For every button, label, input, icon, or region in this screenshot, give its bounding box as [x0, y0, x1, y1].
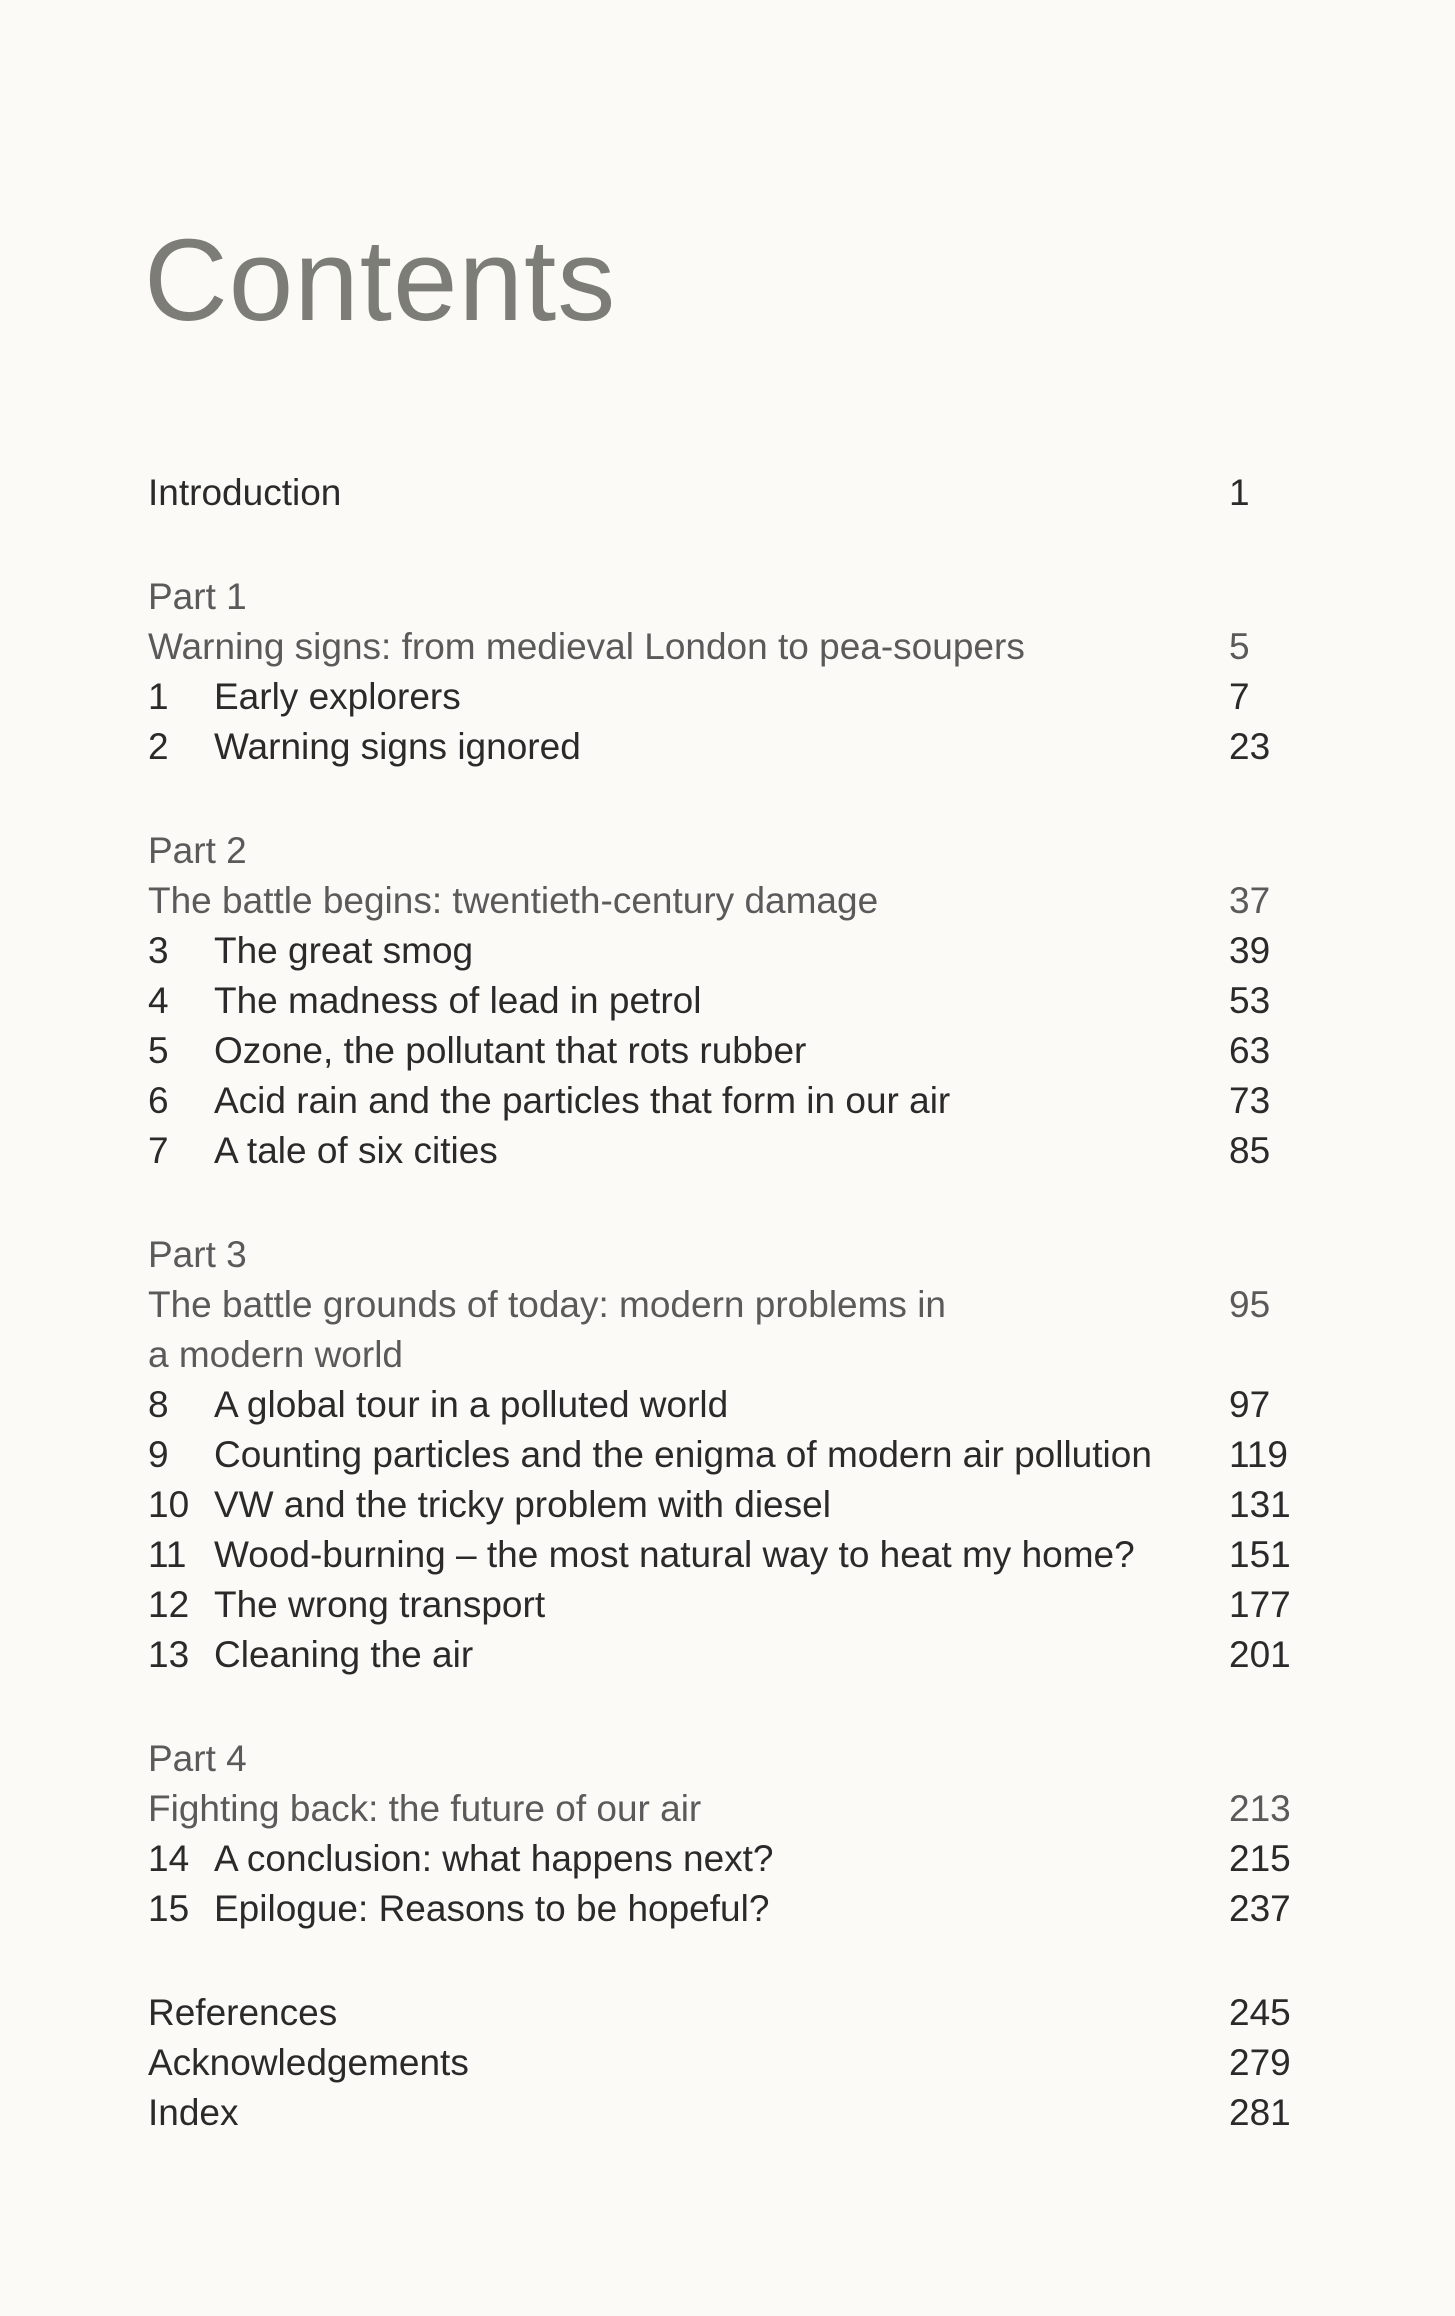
chapter-title: Warning signs ignored: [214, 726, 581, 767]
chapter-title: Ozone, the pollutant that rots rubber: [214, 1030, 807, 1071]
chapter-entry[interactable]: [148, 1126, 1308, 1176]
page-number: 63: [1229, 1030, 1271, 1071]
page-number: 73: [1229, 1080, 1271, 1121]
chapter-number: 1: [148, 676, 169, 717]
chapter-number: 12: [148, 1584, 190, 1625]
part-title[interactable]: [148, 876, 1308, 926]
page-number: 281: [1229, 2092, 1291, 2133]
part-title-text: Warning signs: from medieval London to pea-soupers: [148, 626, 1025, 667]
chapter-title: A conclusion: what happens next?: [214, 1838, 774, 1879]
part-label: Part 2: [148, 830, 247, 871]
part-title[interactable]: [148, 1330, 1308, 1380]
page-number: 39: [1229, 930, 1271, 971]
chapter-number: 10: [148, 1484, 190, 1525]
back-matter-entry[interactable]: [148, 1988, 1308, 2038]
page-number: 1: [1229, 472, 1250, 513]
entry-label: Index: [148, 2092, 239, 2133]
chapter-number: 9: [148, 1434, 169, 1475]
page-number: 151: [1229, 1534, 1291, 1575]
toc-entry-introduction[interactable]: [148, 468, 1308, 518]
page-number: 237: [1229, 1888, 1291, 1929]
part-title-text: a modern world: [148, 1334, 404, 1375]
page-number: 23: [1229, 726, 1271, 767]
chapter-number: 13: [148, 1634, 190, 1675]
part-label: Part 4: [148, 1738, 247, 1779]
part-heading: [148, 1230, 1308, 1280]
chapter-title: Epilogue: Reasons to be hopeful?: [214, 1888, 770, 1929]
chapter-title: Wood-burning – the most natural way to heat my home?: [214, 1534, 1135, 1575]
chapter-number: 2: [148, 726, 169, 767]
page-number: 279: [1229, 2042, 1291, 2083]
chapter-title: A tale of six cities: [214, 1130, 498, 1171]
chapter-number: 4: [148, 980, 169, 1021]
part-label: Part 1: [148, 576, 247, 617]
chapter-number: 15: [148, 1888, 190, 1929]
chapter-title: The madness of lead in petrol: [214, 980, 702, 1021]
part-title-text: The battle begins: twentieth-century damage: [148, 880, 879, 921]
chapter-entry[interactable]: [148, 1430, 1308, 1480]
page-number: 53: [1229, 980, 1271, 1021]
chapter-title: VW and the tricky problem with diesel: [214, 1484, 831, 1525]
chapter-number: 5: [148, 1030, 169, 1071]
page-number: 201: [1229, 1634, 1291, 1675]
part-title-text: Fighting back: the future of our air: [148, 1788, 702, 1829]
entry-label: Introduction: [148, 472, 342, 513]
back-matter-entry[interactable]: [148, 2088, 1308, 2138]
page-number: 177: [1229, 1584, 1291, 1625]
chapter-entry[interactable]: [148, 1380, 1308, 1430]
part-heading: [148, 1734, 1308, 1784]
chapter-entry[interactable]: [148, 1480, 1308, 1530]
chapter-entry[interactable]: [148, 1026, 1308, 1076]
page-number: 37: [1229, 880, 1271, 921]
chapter-entry[interactable]: [148, 1630, 1308, 1680]
chapter-entry[interactable]: [148, 1530, 1308, 1580]
page-number: 119: [1229, 1434, 1288, 1475]
page-number: 97: [1229, 1384, 1271, 1425]
part-heading: [148, 826, 1308, 876]
chapter-title: Counting particles and the enigma of modern air pollution: [214, 1434, 1152, 1475]
chapter-title: A global tour in a polluted world: [214, 1384, 729, 1425]
page-number: 213: [1229, 1788, 1291, 1829]
page-title: Contents: [144, 215, 617, 345]
part-title[interactable]: [148, 1784, 1308, 1834]
chapter-number: 6: [148, 1080, 169, 1121]
chapter-title: The great smog: [214, 930, 474, 971]
chapter-entry[interactable]: [148, 1884, 1308, 1934]
chapter-number: 8: [148, 1384, 169, 1425]
chapter-entry[interactable]: [148, 1834, 1308, 1884]
page-number: 85: [1229, 1130, 1271, 1171]
page-number: 5: [1229, 626, 1250, 667]
chapter-entry[interactable]: [148, 1580, 1308, 1630]
part-title[interactable]: [148, 622, 1308, 672]
chapter-entry[interactable]: [148, 672, 1308, 722]
part-label: Part 3: [148, 1234, 247, 1275]
entry-label: Acknowledgements: [148, 2042, 469, 2083]
chapter-number: 14: [148, 1838, 190, 1879]
part-heading: [148, 572, 1308, 622]
chapter-entry[interactable]: [148, 1076, 1308, 1126]
back-matter-entry[interactable]: [148, 2038, 1308, 2088]
page-number: 95: [1229, 1284, 1271, 1325]
part-title[interactable]: [148, 1280, 1308, 1330]
chapter-entry[interactable]: [148, 722, 1308, 772]
chapter-number: 7: [148, 1130, 169, 1171]
page-number: 131: [1229, 1484, 1291, 1525]
page-number: 7: [1229, 676, 1250, 717]
chapter-title: Early explorers: [214, 676, 461, 717]
chapter-entry[interactable]: [148, 926, 1308, 976]
page-number: 245: [1229, 1992, 1291, 2033]
table-of-contents: [148, 468, 1308, 2138]
page-number: 215: [1229, 1838, 1291, 1879]
chapter-title: The wrong transport: [214, 1584, 546, 1625]
chapter-number: 3: [148, 930, 169, 971]
part-title-text: The battle grounds of today: modern problems in: [148, 1284, 947, 1325]
chapter-title: Cleaning the air: [214, 1634, 474, 1675]
chapter-entry[interactable]: [148, 976, 1308, 1026]
entry-label: References: [148, 1992, 338, 2033]
chapter-title: Acid rain and the particles that form in our air: [214, 1080, 951, 1121]
chapter-number: 11: [148, 1534, 187, 1575]
